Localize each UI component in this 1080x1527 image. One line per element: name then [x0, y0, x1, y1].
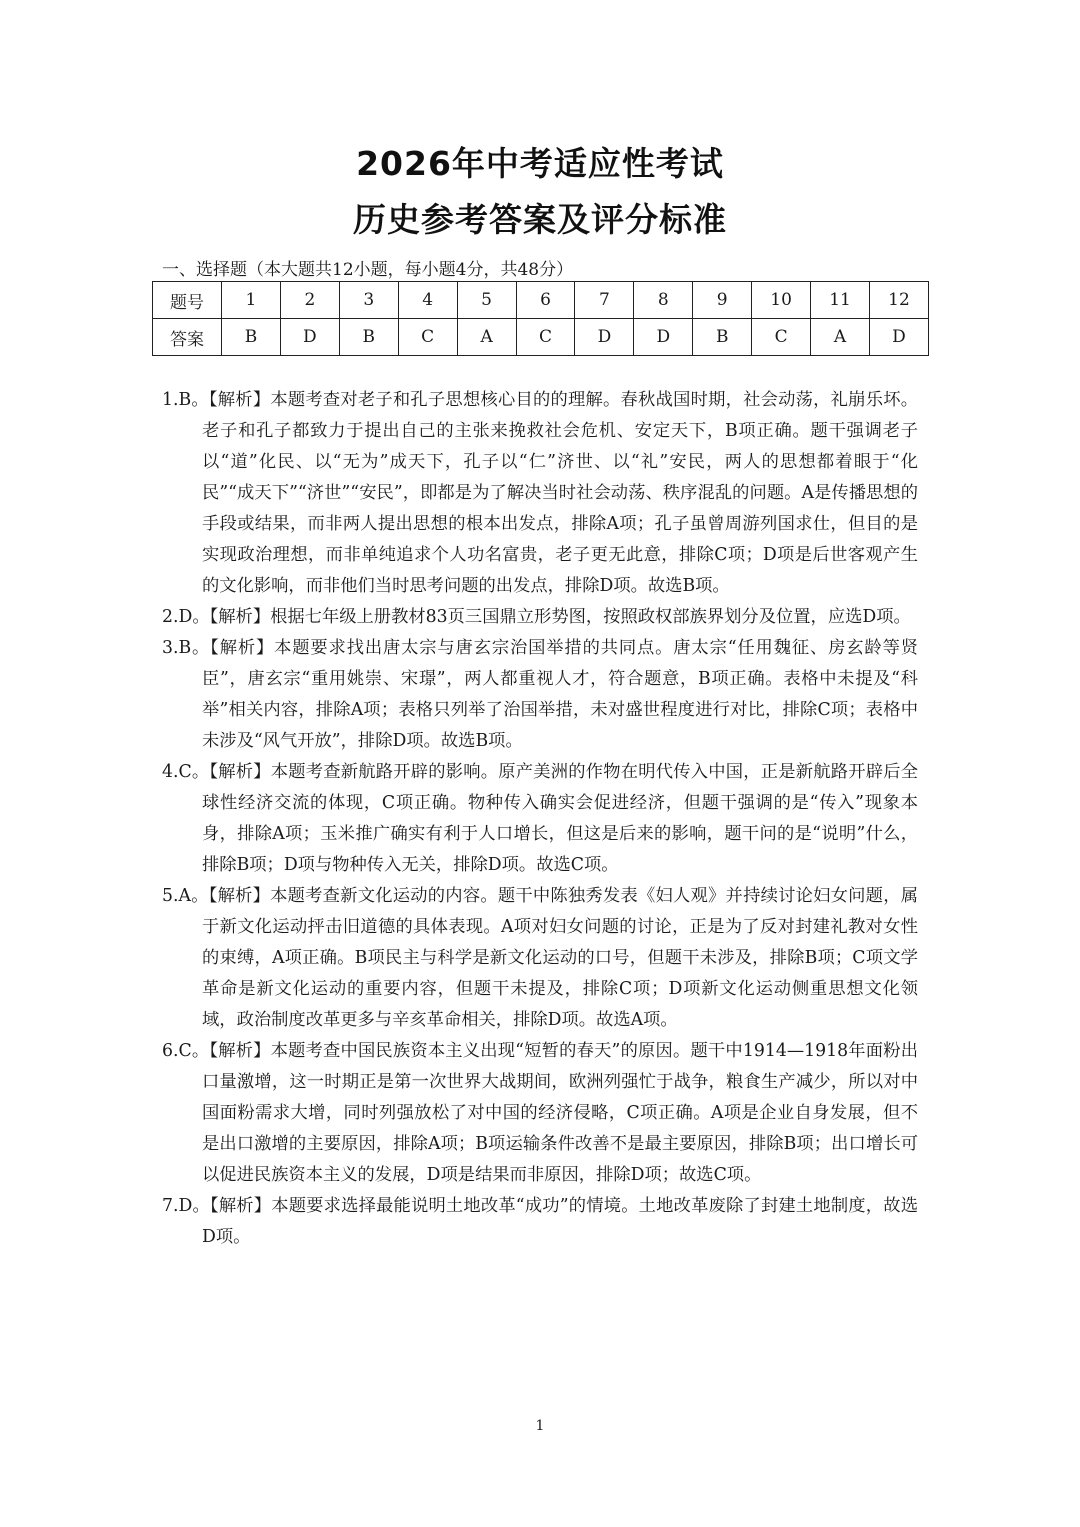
answer-cell: D [575, 319, 634, 356]
question-number-cell: 4 [398, 282, 457, 319]
explanation-item: 4.C。【解析】本题考查新航路开辟的影响。原产美洲的作物在明代传入中国，正是新航路开辟后全球性经济交流的体现，C项正确。物种传入确实会促进经济，但题干强调的是“传入”现象本身，排除A项；玉米推广确实有利于人口增长，但这是后来的影响，题干问的是“说明”什么，排除B项；D项与物种传入无关，排除D项。故选C项。 [162, 762, 918, 875]
question-number-cell: 6 [516, 282, 575, 319]
document-title-line1: 2026年中考适应性考试 [356, 144, 724, 183]
table-header-cell: 题号 [153, 282, 222, 319]
explanation-item: 2.D。【解析】根据七年级上册教材83页三国鼎立形势图，按照政权部族界划分及位置，应选D项。 [162, 607, 911, 627]
answer-cell: B [339, 319, 398, 356]
question-number-cell: 1 [222, 282, 281, 319]
answer-cell: A [811, 319, 870, 356]
explanation-list [162, 385, 918, 1253]
question-number-cell: 3 [339, 282, 398, 319]
answer-table-answer-row [153, 319, 929, 356]
question-number-cell: 11 [811, 282, 870, 319]
question-number-cell: 7 [575, 282, 634, 319]
page-number: 1 [535, 1418, 545, 1434]
answer-table-number-row [153, 282, 929, 319]
explanation-item: 3.B。【解析】本题要求找出唐太宗与唐玄宗治国举措的共同点。唐太宗“任用魏征、房玄龄等贤臣”，唐玄宗“重用姚崇、宋璟”，两人都重视人才，符合题意，B项正确。表格中未提及“科举”相关内容，排除A项；表格只列举了治国举措，未对盛世程度进行对比，排除C项；表格中未涉及“风气开放”，排除D项。故选B项。 [162, 638, 918, 751]
question-number-cell: 10 [752, 282, 811, 319]
answer-cell: C [398, 319, 457, 356]
question-number-cell: 8 [634, 282, 693, 319]
explanation-item: 7.D。【解析】本题要求选择最能说明土地改革“成功”的情境。土地改革废除了封建土地制度，故选D项。 [162, 1196, 918, 1247]
explanation-item: 5.A。【解析】本题考查新文化运动的内容。题干中陈独秀发表《妇人观》并持续讨论妇女问题，属于新文化运动抨击旧道德的具体表现。A项对妇女问题的讨论，正是为了反对封建礼教对女性的束缚，A项正确。B项民主与科学是新文化运动的口号，但题干未涉及，排除B项；C项文学革命是新文化运动的重要内容，但题干未提及，排除C项；D项新文化运动侧重思想文化领域，政治制度改革更多与辛亥革命相关，排除D项。故选A项。 [162, 886, 918, 1030]
document-title-line2: 历史参考答案及评分标准 [353, 200, 727, 239]
section-heading: 一、选择题（本大题共12小题，每小题4分，共48分） [162, 260, 574, 280]
answer-cell: B [222, 319, 281, 356]
answer-table [152, 281, 929, 356]
explanation-item: 1.B。【解析】本题考查对老子和孔子思想核心目的的理解。春秋战国时期，社会动荡，礼崩乐坏。老子和孔子都致力于提出自己的主张来挽救社会危机、安定天下，B项正确。题干强调老子以“道”化民、以“无为”成天下，孔子以“仁”济世、以“礼”安民，两人的思想都着眼于“化民”“成天下”“济世”“安民”，即都是为了解决当时社会动荡、秩序混乱的问题。A是传播思想的手段或结果，而非两人提出思想的根本出发点，排除A项；孔子虽曾周游列国求仕，但目的是实现政治理想，而非单纯追求个人功名富贵，老子更无此意，排除C项；D项是后世客观产生的文化影响，而非他们当时思考问题的出发点，排除D项。故选B项。 [162, 390, 918, 596]
question-number-cell: 12 [869, 282, 928, 319]
table-header-cell: 答案 [153, 319, 222, 356]
answer-cell: D [280, 319, 339, 356]
question-number-cell: 2 [280, 282, 339, 319]
answer-cell: D [634, 319, 693, 356]
answer-cell: C [752, 319, 811, 356]
answer-cell: B [693, 319, 752, 356]
question-number-cell: 5 [457, 282, 516, 319]
explanation-item: 6.C。【解析】本题考查中国民族资本主义出现“短暂的春天”的原因。题干中1914—1918年面粉出口量激增，这一时期正是第一次世界大战期间，欧洲列强忙于战争，粮食生产减少，所以对中国面粉需求大增，同时列强放松了对中国的经济侵略，C项正确。A项是企业自身发展，但不是出口激增的主要原因，排除A项；B项运输条件改善不是最主要原因，排除B项；出口增长可以促进民族资本主义的发展，D项是结果而非原因，排除D项；故选C项。 [162, 1041, 918, 1185]
answer-cell: A [457, 319, 516, 356]
answer-cell: C [516, 319, 575, 356]
answer-cell: D [869, 319, 928, 356]
question-number-cell: 9 [693, 282, 752, 319]
